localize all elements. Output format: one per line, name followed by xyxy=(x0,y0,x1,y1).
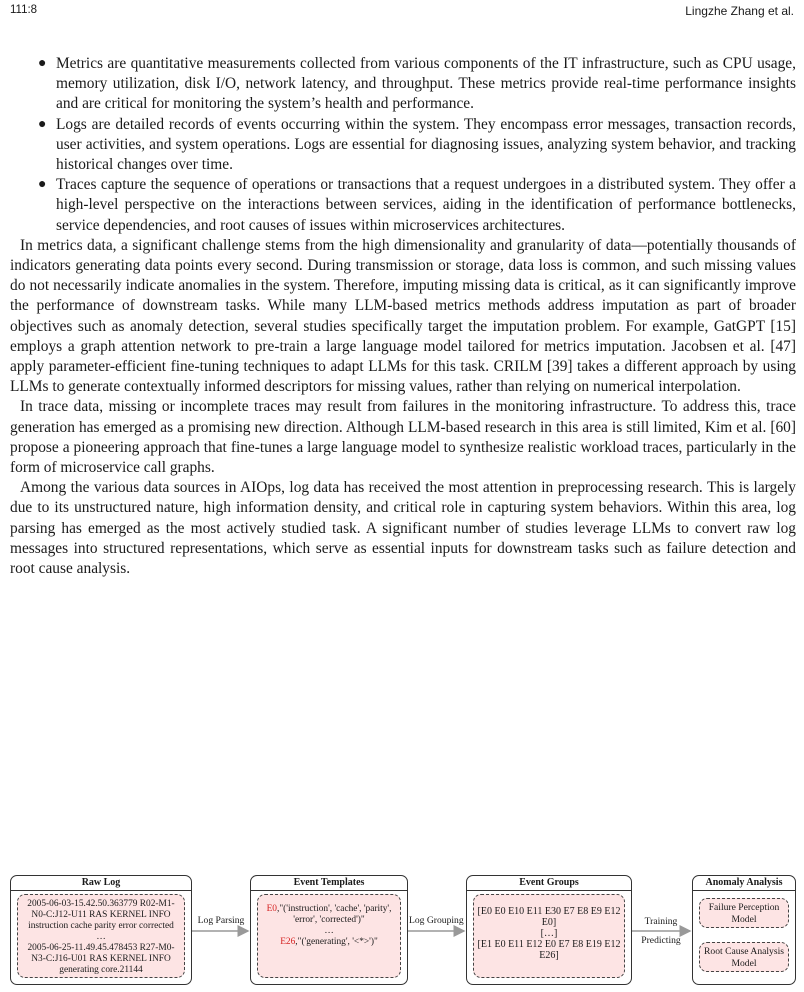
log-parsing-label: Log Parsing xyxy=(197,915,245,926)
list-item-traces: ● Traces capture the sequence of operations or transactions that a request undergoes in a distributed system. They offer a high-level perspective on the interactions between services, aiding in the identification of performance bottlenecks, service dependencies, and root causes of issues within microservices architectures. xyxy=(38,176,796,234)
event-templates-title: Event Templates xyxy=(251,876,407,891)
page-header xyxy=(10,4,794,24)
body-text xyxy=(10,54,796,579)
root-cause-analysis-model-box: Root Cause Analysis Model xyxy=(699,942,789,972)
event-group-2: [E1 E0 E11 E12 E0 E7 E8 E19 E12 E26] xyxy=(477,939,621,961)
event-group-1: [E0 E0 E10 E11 E30 E7 E8 E9 E12 E0] xyxy=(477,906,621,928)
log-pipeline-figure xyxy=(10,869,796,987)
failure-perception-model-box: Failure Perception Model xyxy=(699,898,789,928)
data-source-list xyxy=(10,54,796,236)
event-groups-title: Event Groups xyxy=(467,876,631,891)
raw-log-line-2: 2005-06-25-11.49.45.478453 R27-M0-N3-C:J16-U01 RAS KERNEL INFO generating core.21144 xyxy=(27,943,175,975)
predicting-label: Predicting xyxy=(641,935,681,946)
anomaly-analysis-panel xyxy=(692,875,796,985)
paragraph-metrics: In metrics data, a significant challenge stems from the high dimensionality and granularity of data—potentially thousands of indicators generating data points every second. During transmission or storage, data loss is common, and such missing values do not necessarily indicate anomalies in the system. Therefore, imputing missing data is critical, as it can significantly improve the performance of downstream tasks. While many LLM-based metrics methods address imputation as part of broader objectives such as anomaly detection, several studies specifically target the imputation problem. For example, GatGPT [15] employs a graph attention network to pre-train a large language model tailored for metrics imputation. Jacobsen et al. [47] apply parameter-efficient fine-tuning techniques to adapt LLMs for this task. CRILM [39] takes a different approach by using LLMs to generate contextually informed descriptors for missing values, rather than relying on numerical interpolation. xyxy=(10,236,796,396)
anomaly-analysis-title: Anomaly Analysis xyxy=(693,876,795,891)
list-item-metrics: ● Metrics are quantitative measurements collected from various components of the IT infrastructure, such as CPU usage, memory utilization, disk I/O, network latency, and throughput. These metrics provide real-time performance insights and are critical for monitoring the system’s health and performance. xyxy=(38,55,796,113)
raw-log-title: Raw Log xyxy=(11,876,191,891)
templates-ellipsis: … xyxy=(324,926,334,936)
log-grouping-label: Log Grouping xyxy=(409,915,464,926)
template-e26: E26,"('generating', '<*>')" xyxy=(280,937,378,947)
event-groups-panel xyxy=(466,875,632,985)
raw-log-ellipsis: … xyxy=(96,932,106,942)
bullet-icon: ● xyxy=(38,177,47,193)
raw-log-content xyxy=(17,894,185,978)
page-reference: 111:8 xyxy=(10,4,38,16)
event-templates-panel xyxy=(250,875,408,985)
event-templates-content xyxy=(257,894,401,978)
event-groups-content xyxy=(473,894,625,978)
list-item-logs: ● Logs are detailed records of events occurring within the system. They encompass error messages, transaction records, user activities, and system operations. Logs are essential for diagnosing issues, analyzing system behavior, and tracking historical changes over time. xyxy=(38,115,796,174)
template-e0: E0,"('instruction', 'cache', 'parity', 'error', 'corrected')" xyxy=(266,904,392,925)
bullet-icon: ● xyxy=(38,56,47,71)
training-label: Training xyxy=(644,916,678,927)
raw-log-line-1: 2005-06-03-15.42.50.363779 R02-M1-N0-C:J12-U11 RAS KERNEL INFO instruction cache parity error corrected xyxy=(27,899,175,931)
paragraph-traces: In trace data, missing or incomplete traces may result from failures in the monitoring infrastructure. To address this, trace generation has emerged as a promising new direction. Although LLM-based research in this area is still limited, Kim et al. [60] propose a pioneering approach that fine-tunes a large language model to synthesize realistic workload traces, particularly in the form of microservice call graphs. xyxy=(10,398,796,477)
paragraph-logs: Among the various data sources in AIOps, log data has received the most attention in preprocessing research. This is largely due to its unstructured nature, high information density, and critical role in capturing system behaviors. Within this area, log parsing has emerged as the most actively studied task. A significant number of studies leverage LLMs to convert raw log messages into structured representations, which serve as essential inputs for downstream tasks such as failure detection and root cause analysis. xyxy=(10,479,796,578)
event-groups-ellipsis: […] xyxy=(540,928,558,939)
bullet-icon: ● xyxy=(38,116,47,132)
raw-log-panel xyxy=(10,875,192,985)
running-authors: Lingzhe Zhang et al. xyxy=(685,4,794,18)
